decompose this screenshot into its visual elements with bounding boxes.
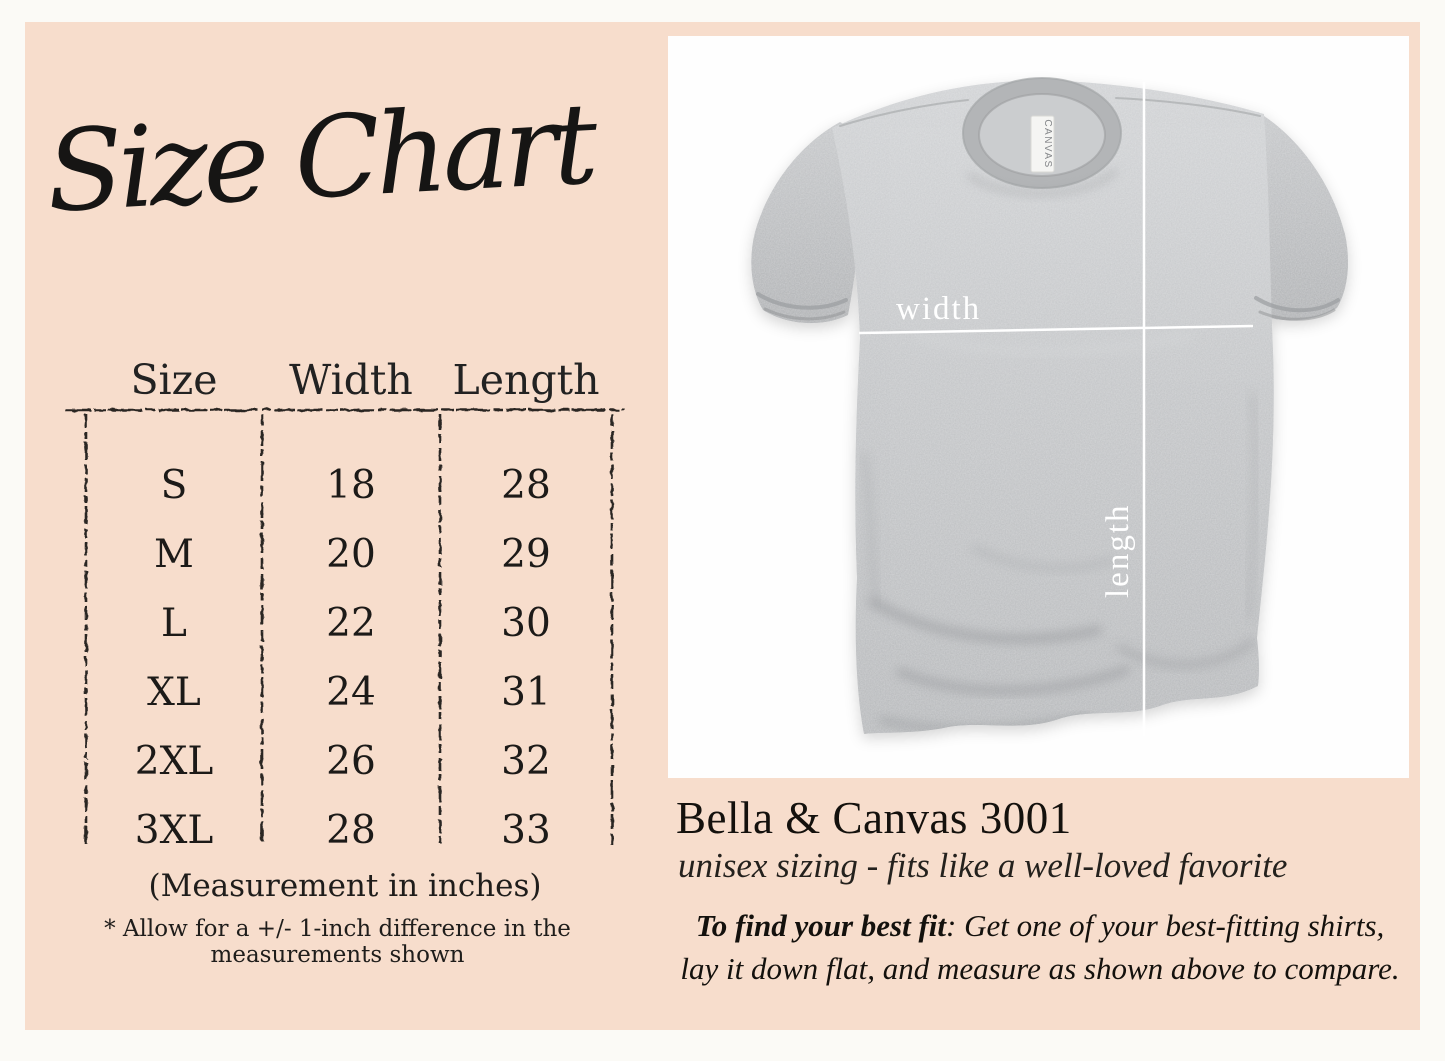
fit-instructions-line2: lay it down flat, and measure as shown above to compare. (680, 951, 1400, 987)
table-cell: 20 (326, 532, 376, 577)
table-cell: 2XL (134, 739, 214, 784)
fit-instructions-line1: : Get one of your best-fitting shirts, (946, 908, 1385, 943)
table-cell: 33 (501, 808, 551, 853)
table-header-cell: Size (130, 356, 218, 404)
table-header-cell: Width (289, 356, 413, 404)
tshirt-photo (668, 36, 1409, 778)
length-label: length (1100, 503, 1136, 598)
table-cell: 31 (501, 670, 551, 715)
table-row (86, 589, 612, 658)
table-cell: 24 (326, 670, 376, 715)
neck-tag-label: CANVAS (1042, 119, 1053, 169)
tshirt-illustration (668, 36, 1409, 778)
table-cell: L (161, 601, 187, 646)
tolerance-disclaimer: * Allow for a +/- 1-inch difference in the measurements shown (104, 916, 571, 968)
table-row (86, 658, 612, 727)
pink-panel (25, 22, 1420, 1030)
table-cell: 26 (326, 739, 376, 784)
table-cell: 29 (501, 532, 551, 577)
table-cell: 30 (501, 601, 551, 646)
table-cell: 22 (326, 601, 376, 646)
fit-instructions-lead: To find your best fit (695, 908, 947, 943)
page-title: Size Chart (43, 79, 596, 238)
table-cell: S (160, 463, 188, 508)
unit-note: (Measurement in inches) (148, 868, 542, 904)
width-label: width (896, 291, 982, 327)
table-rows (86, 451, 612, 865)
table-cell: M (154, 532, 194, 577)
table-cell: XL (147, 670, 201, 715)
product-name: Bella & Canvas 3001 (676, 793, 1072, 843)
table-cell: 18 (326, 463, 376, 508)
product-tagline: unisex sizing - fits like a well-loved favorite (678, 846, 1288, 885)
table-cell: 28 (501, 463, 551, 508)
table-cell: 28 (326, 808, 376, 853)
table-cell: 3XL (134, 808, 214, 853)
table-row (86, 451, 612, 520)
table-row (86, 796, 612, 865)
table-cell: 32 (501, 739, 551, 784)
table-header-cell: Length (452, 356, 600, 404)
table-row (86, 727, 612, 796)
table-row (86, 520, 612, 589)
table-header-row (86, 340, 612, 404)
fit-instructions (640, 904, 1440, 991)
